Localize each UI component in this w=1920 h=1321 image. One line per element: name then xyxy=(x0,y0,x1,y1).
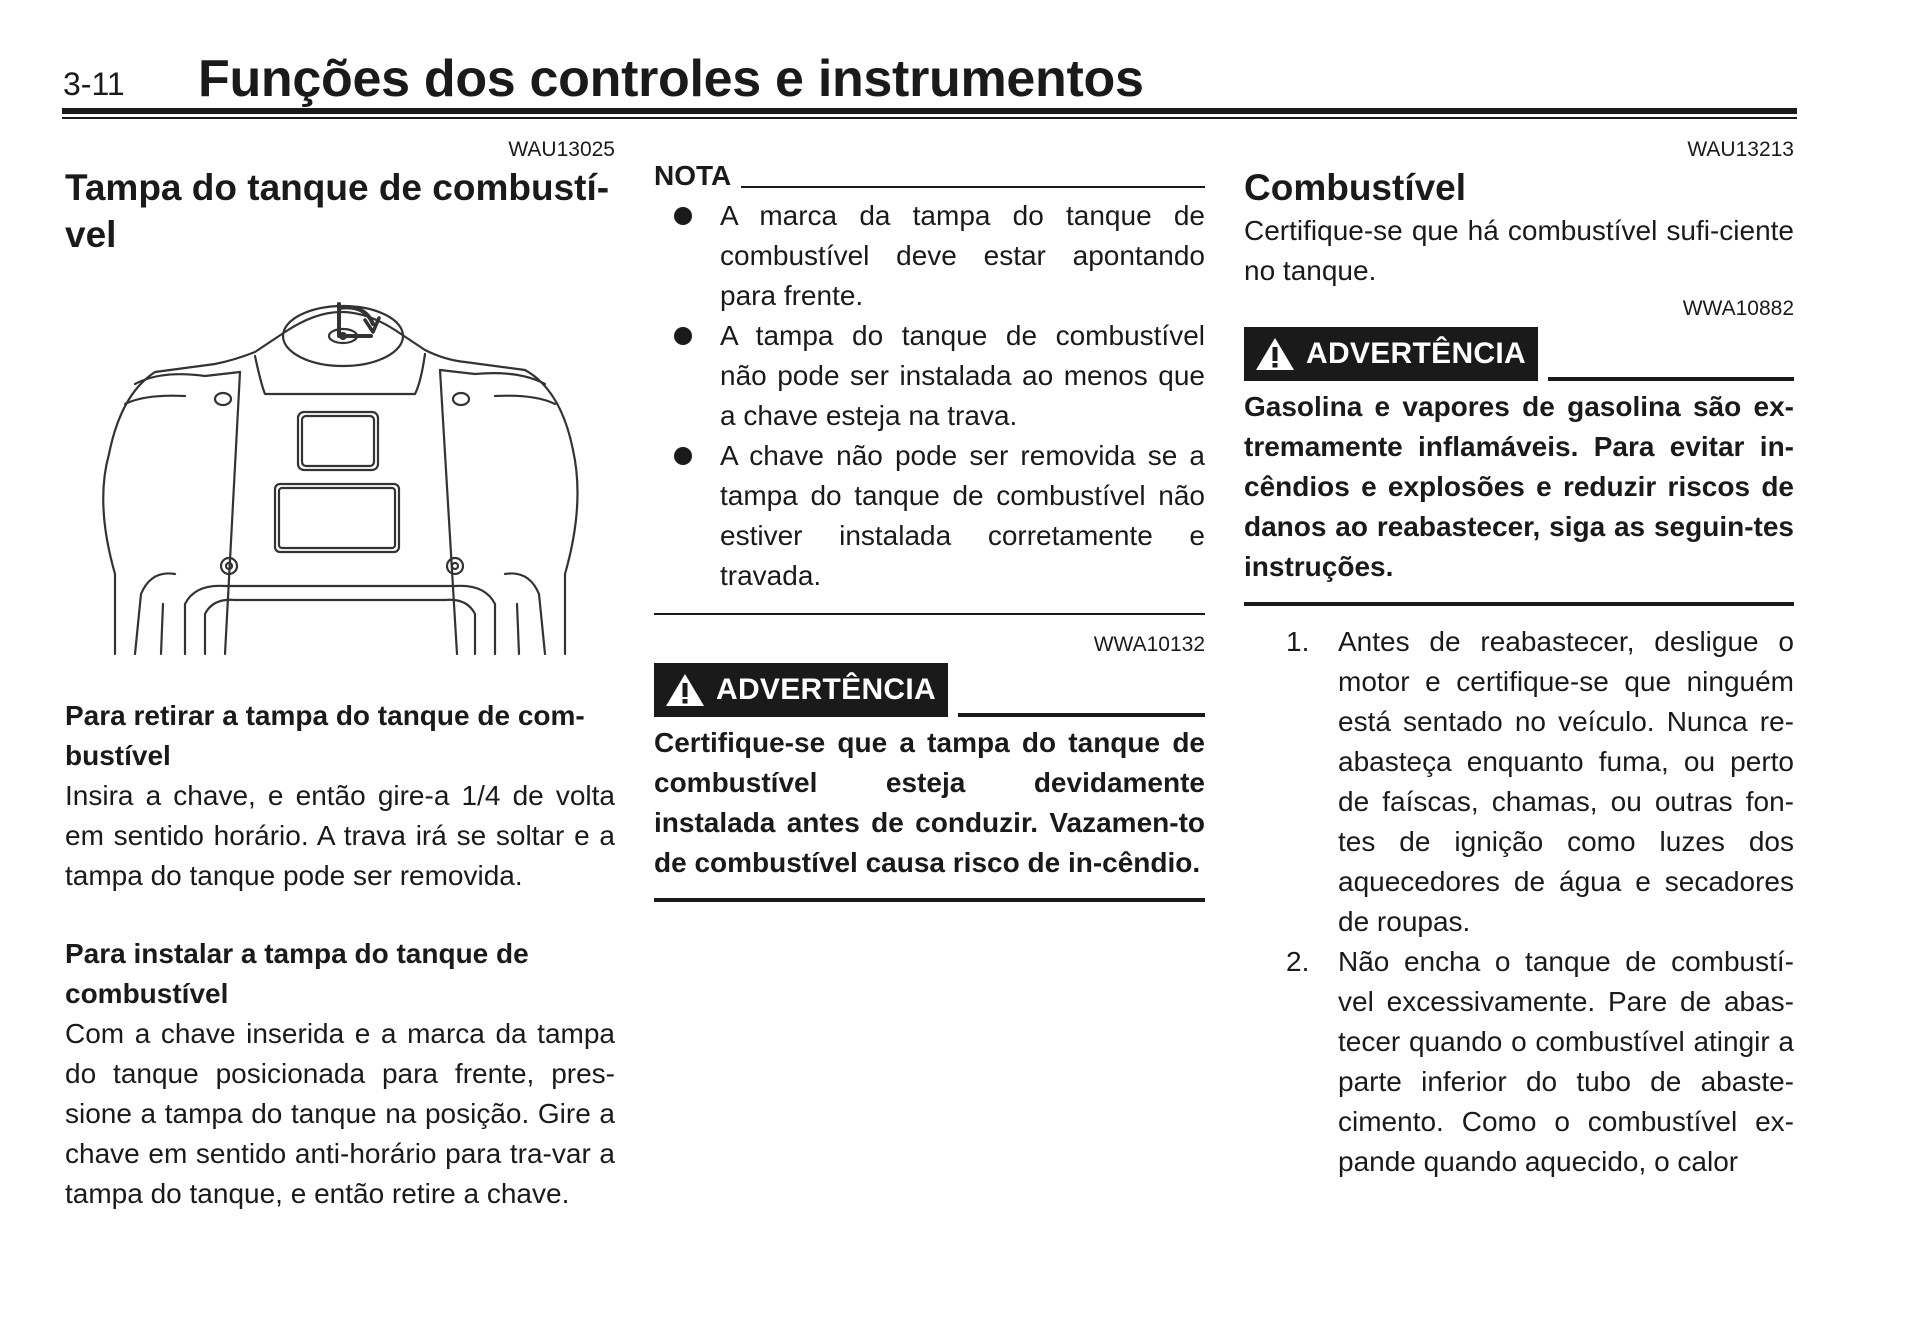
section-code: WAU13025 xyxy=(508,138,615,161)
warning-header xyxy=(1244,327,1794,381)
install-heading: Para instalar a tampa do tanque de combustível xyxy=(65,938,529,1009)
note-end-rule xyxy=(654,613,1205,615)
middle-column xyxy=(654,156,1205,902)
warning-header xyxy=(654,663,1205,717)
left-column xyxy=(65,136,615,1214)
note-header xyxy=(654,156,1205,196)
warning-end-rule xyxy=(654,898,1205,902)
install-text: Com a chave inserida e a marca da tampa do tanque posicionada para frente, pres-sione a tampa do tanque na posição. Gire a chave em sentido anti-horário para tra-var a tampa do tanque, e então retire a chave. xyxy=(65,1018,615,1209)
intro-text: Certifique-se que há combustível sufi-ciente no tanque. xyxy=(1244,215,1794,286)
section-heading: Tampa do tanque de combustí-vel xyxy=(65,167,610,255)
step-number: 1. xyxy=(1286,626,1310,657)
warning-text: Gasolina e vapores de gasolina são ex-tremamente inflamáveis. Para evitar in-cêndios e explosões e reduzir riscos de danos ao reabastecer, siga as seguin-tes instruções. xyxy=(1244,391,1794,582)
bullet-icon xyxy=(674,327,692,345)
remove-heading: Para retirar a tampa do tanque de com-bustível xyxy=(65,700,585,771)
step-number: 2. xyxy=(1286,946,1310,977)
list-item: A chave não pode ser removida se a tampa do tanque de combustível não estiver instalada corretamente e travada. xyxy=(654,436,1205,596)
fuel-tank-cap-illustration xyxy=(65,274,615,664)
warning-code: WWA10882 xyxy=(1682,297,1794,320)
header-rule xyxy=(62,108,1797,114)
warning-end-rule xyxy=(1244,602,1794,606)
section-heading: Combustível xyxy=(1244,167,1467,208)
list-item: A marca da tampa do tanque de combustível deve estar apontando para frente. xyxy=(654,196,1205,316)
step-text: Não encha o tanque de combustí-vel excessivamente. Pare de abas-tecer quando o combustível atingir a parte inferior do tubo de abaste-cimento. Como o combustível ex-pande quando aquecido, o calor xyxy=(1338,946,1794,1177)
page-title: Funções dos controles e instrumentos xyxy=(198,50,1144,108)
instruction-list xyxy=(1244,622,1794,1182)
warning-label: ADVERTÊNCIA xyxy=(1306,337,1526,370)
warning-triangle-icon xyxy=(1254,336,1296,372)
note-label: NOTA xyxy=(654,160,732,191)
step-text: Antes de reabastecer, desligue o motor e certifique-se que ninguém está sentado no veículo. Nunca re-abasteça enquanto fuma, ou perto de faíscas, chamas, ou outras fon-tes de ignição como luzes dos aquecedores de água e secadores de roupas. xyxy=(1338,626,1794,937)
bullet-icon xyxy=(674,447,692,465)
bullet-icon xyxy=(674,207,692,225)
warning-label: ADVERTÊNCIA xyxy=(716,673,936,706)
warning-code: WWA10132 xyxy=(1093,633,1205,656)
warning-triangle-icon xyxy=(664,672,706,708)
list-item xyxy=(1244,622,1794,942)
remove-text: Insira a chave, e então gire-a 1/4 de volta em sentido horário. A trava irá se soltar e a tampa do tanque pode ser removida. xyxy=(65,780,615,891)
list-item xyxy=(1244,942,1794,1182)
warning-badge xyxy=(1244,327,1538,381)
header-rule-thin xyxy=(62,117,1797,119)
note-list xyxy=(654,196,1205,596)
warning-text: Certifique-se que a tampa do tanque de combustível esteja devidamente instalada antes de conduzir. Vazamen-to de combustível causa risco de in-cêndio. xyxy=(654,727,1205,878)
section-code: WAU13213 xyxy=(1687,138,1794,161)
right-column xyxy=(1244,136,1794,1182)
list-item: A tampa do tanque de combustível não pode ser instalada ao menos que a chave esteja na trava. xyxy=(654,316,1205,436)
warning-badge xyxy=(654,663,948,717)
page-number: 3-11 xyxy=(63,66,125,102)
